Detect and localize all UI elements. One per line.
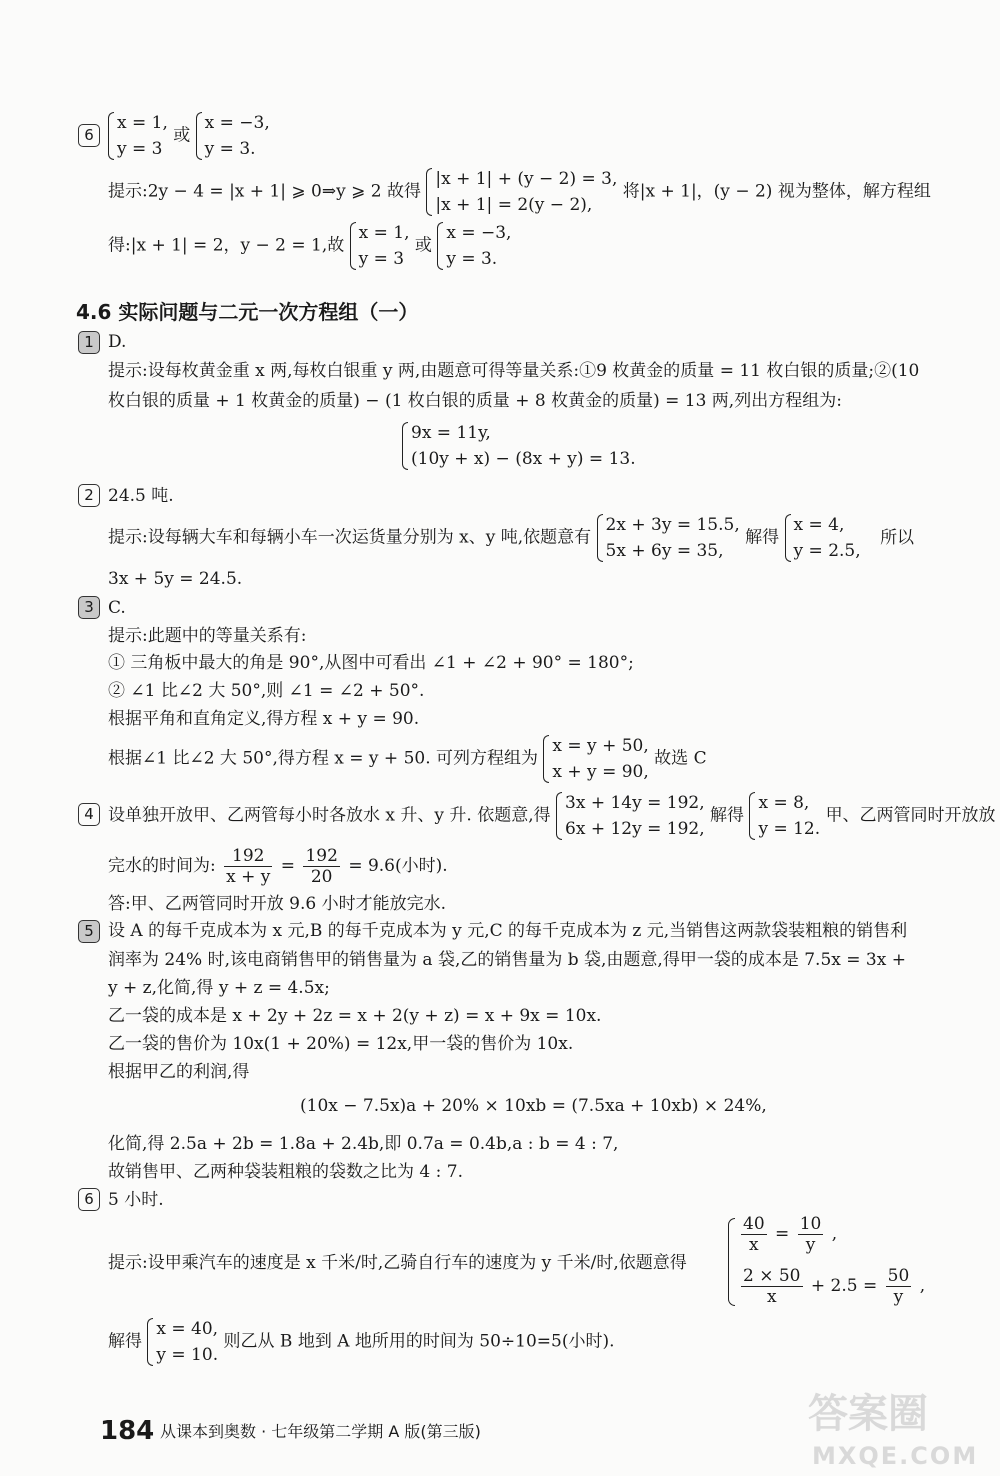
equation-system: x = 40, y = 10. (147, 1316, 218, 1368)
item-number: 2 (78, 484, 100, 507)
equation-system: x = 1, y = 3 (108, 110, 168, 162)
equation-system: x = 4, y = 2.5, (785, 512, 861, 564)
solution-line: 设单独开放甲、乙两管每小时各放水 x 升、y 升. 依题意,得 3x + 14y = 192, 6x + 12y = 192, 解得 x = 8, y = 12. 甲、乙两管同时开放放 (108, 790, 996, 842)
equation-system: x = 8, y = 12. (749, 790, 820, 842)
solution-line: 设 A 的每千克成本为 x 元,B 的每千克成本为 y 元,C 的每千克成本为 z 元,当销售这两款袋装粗粮的销售利 (108, 921, 908, 941)
equation-system: $\frac{40}{x}$ = $\frac{10}{y}$ , $\frac{2 \times 50}{x}$ + 2.5 = $\frac{50}{y}$ , (728, 1214, 918, 1310)
connector-text: 或 (173, 125, 191, 146)
hint-line: 提示:设甲乘汽车的速度是 x 千米/时,乙骑自行车的速度为 y 千米/时,依题意得 (108, 1253, 687, 1273)
equation-system: 3x + 14y = 192, 6x + 12y = 192, (556, 790, 705, 842)
item-number: 5 (78, 920, 100, 943)
item-number: 6 (78, 1188, 100, 1211)
equation-system: x = 1, y = 3 (350, 220, 410, 272)
hint-line: 枚白银的质量 + 1 枚黄金的质量) − (1 枚白银的质量 + 8 枚黄金的质量) = 13 两,列出方程组为: (108, 391, 842, 411)
fraction: $\frac{192}{x + y}$ (226, 846, 271, 887)
equation-line: (10x − 7.5x)a + 20% × 10xb = (7.5xa + 10xb) × 24%, (300, 1096, 767, 1116)
hint-line: 提示:设每辆大车和每辆小车一次运货量分别为 x、y 吨,依题意有 2x + 3y = 15.5, 5x + 6y = 35, 解得 x = 4, y = 2.5, 所以 (108, 512, 914, 564)
solution-line: 解得 x = 40, y = 10. 则乙从 B 地到 A 地所用的时间为 50÷10=5(小时). (108, 1316, 615, 1368)
solution-line: 化简,得 2.5a + 2b = 1.8a + 2.4b,即 0.7a = 0.4b,a : b = 4 : 7, (108, 1134, 619, 1154)
item-number: 6 (78, 124, 100, 147)
answer-text: D. (108, 332, 127, 352)
equation-system: |x + 1| + (y − 2) = 3, |x + 1| = 2(y − 2), (426, 166, 617, 218)
solution-line: 乙一袋的成本是 x + 2y + 2z = x + 2(y + z) = x + 9x = 10x. (108, 1006, 602, 1026)
section-title: 4.6 实际问题与二元一次方程组（一） (76, 300, 419, 324)
equation-system: x = −3, y = 3. (437, 220, 511, 272)
answer-line: 答:甲、乙两管同时开放 9.6 小时才能放完水. (108, 894, 446, 914)
hint-line: 3x + 5y = 24.5. (108, 569, 243, 589)
equation-system: x = −3, y = 3. (196, 110, 270, 162)
hint-line: 根据平角和直角定义,得方程 x + y = 90. (108, 709, 420, 729)
answer-text: 5 小时. (108, 1190, 164, 1210)
hint-line: 提示:设每枚黄金重 x 两,每枚白银重 y 两,由题意可得等量关系:①9 枚黄金的质量 = 11 枚白银的质量;②(10 (108, 361, 920, 381)
hint-line: 提示:此题中的等量关系有: (108, 626, 307, 646)
page-number: 184 (100, 1416, 155, 1446)
hint-line: ① 三角板中最大的角是 90°,从图中可看出 ∠1 + ∠2 + 90° = 180°; (108, 653, 634, 673)
solution-line: 故销售甲、乙两种袋装粗粮的袋数之比为 4 : 7. (108, 1162, 463, 1182)
answer-text: 24.5 吨. (108, 486, 174, 506)
answer-line (108, 110, 270, 162)
equation-system: 9x = 11y, (10y + x) − (8x + y) = 13. (402, 420, 636, 472)
equation-line (402, 420, 636, 472)
result-line: 得:|x + 1| = 2，y − 2 = 1,故 x = 1, y = 3 或 x = −3, y = 3. (108, 220, 511, 272)
equation-system: 2x + 3y = 15.5, 5x + 6y = 35, (597, 512, 740, 564)
item-number: 1 (78, 331, 100, 354)
fraction: $\frac{192}{20}$ (305, 846, 338, 887)
equation-system: x = y + 50, x + y = 90, (543, 733, 648, 785)
solution-line: 完水的时间为: $\frac{192}{x + y}$ = $\frac{192}{20}$ = 9.6(小时). (108, 846, 448, 887)
solution-line: 根据甲乙的利润,得 (108, 1062, 250, 1082)
watermark-url: MXQE.COM (812, 1442, 979, 1470)
answer-text: C. (108, 598, 126, 618)
hint-line: 提示:2y − 4 = |x + 1| ⩾ 0⇒y ⩾ 2 故得 |x + 1| + (y − 2) = 3, |x + 1| = 2(y − 2), 将|x + 1|，(y − 2) 视为整体，解方程组 (108, 166, 931, 218)
item-number: 3 (78, 596, 100, 619)
book-title: 从课本到奥数 · 七年级第二学期 A 版(第三版) (160, 1422, 481, 1441)
hint-line: 根据∠1 比∠2 大 50°,得方程 x = y + 50. 可列方程组为 x = y + 50, x + y = 90, 故选 C (108, 733, 707, 785)
hint-line: ② ∠1 比∠2 大 50°,则 ∠1 = ∠2 + 50°. (108, 681, 425, 701)
watermark-logo: 答案圈 (808, 1391, 928, 1437)
item-number: 4 (78, 803, 100, 826)
solution-line: y + z,化简,得 y + z = 4.5x; (108, 978, 330, 998)
solution-line: 乙一袋的售价为 10x(1 + 20%) = 12x,甲一袋的售价为 10x. (108, 1034, 574, 1054)
solution-line: 润率为 24% 时,该电商销售甲的销售量为 a 袋,乙的销售量为 b 袋,由题意,得甲一袋的成本是 7.5x = 3x + (108, 950, 906, 970)
